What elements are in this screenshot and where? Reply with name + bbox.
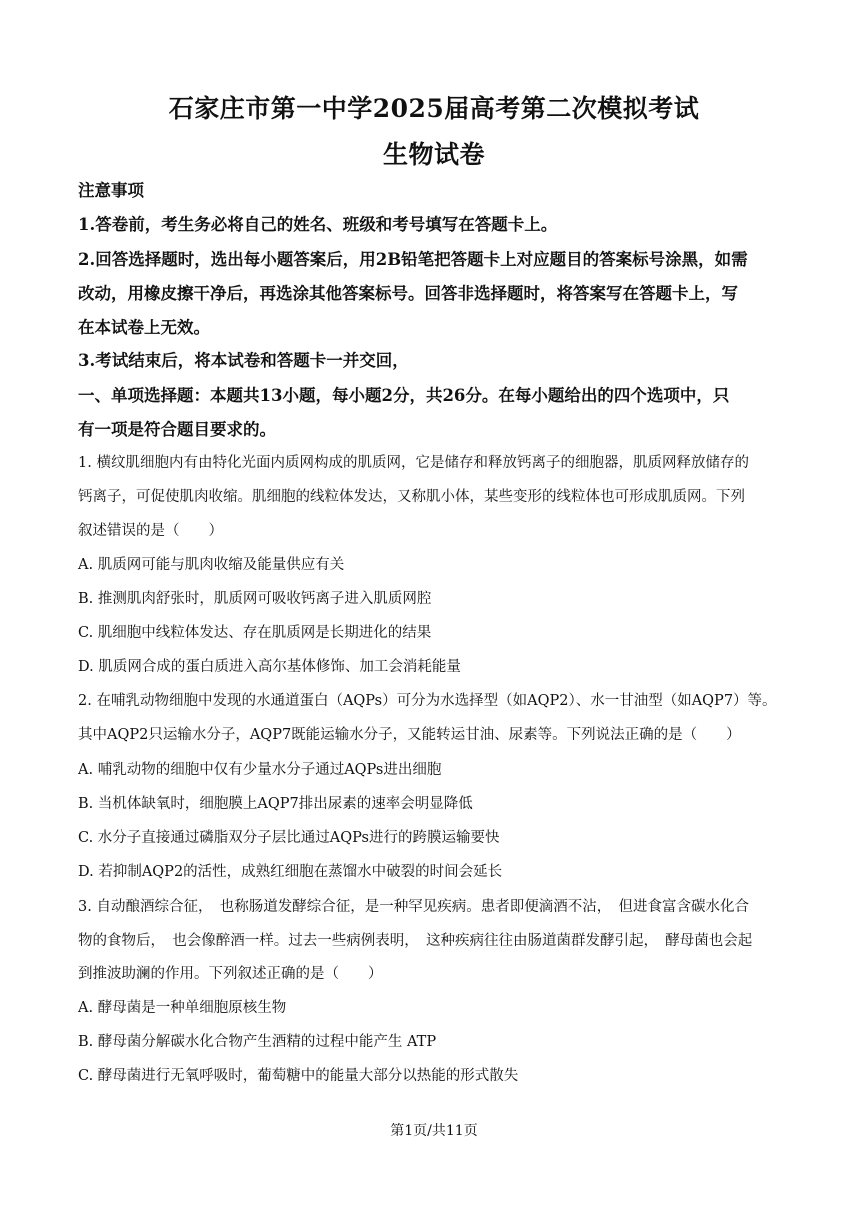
option: C. 水分子直接通过磷脂双分子层比通过AQPs进行的跨膜运输要快	[78, 830, 500, 846]
option: D. 肌质网合成的蛋白质进入高尔基体修饰、加工会消耗能量	[78, 659, 461, 675]
option: A. 肌质网可能与肌肉收缩及能量供应有关	[78, 557, 345, 573]
exam-subtitle: 生物试卷	[382, 140, 485, 169]
option: C. 酵母菌进行无氧呼吸时，葡萄糖中的能量大部分以热能的形式散失	[78, 1068, 519, 1084]
question-stem-line: 2. 在哺乳动物细胞中发现的水通道蛋白（AQPs）可分为水选择型（如AQP2）、水一甘油型（如AQP7）等。	[78, 693, 777, 709]
question-stem-line: 钙离子，可促使肌肉收缩。肌细胞的线粒体发达，又称肌小体，某些变形的线粒体也可形成肌质网。下列	[78, 489, 745, 505]
question-stem-line: 到推波助澜的作用。下列叙述正确的是（ ）	[78, 966, 383, 982]
notice-line: 2.回答选择题时，选出每小题答案后，用2B铅笔把答题卡上对应题目的答案标号涂黑，如需	[78, 250, 748, 269]
question-stem-line: 其中AQP2只运输水分子，AQP7既能运输水分子，又能转运甘油、尿素等。下列说法正确的是（ ）	[78, 727, 741, 743]
notice-line: 在本试卷上无效。	[78, 318, 210, 337]
option: A. 酵母菌是一种单细胞原核生物	[78, 1000, 287, 1016]
question-stem-line: 叙述错误的是（ ）	[78, 523, 223, 539]
option: B. 酵母菌分解碳水化合物产生酒精的过程中能产生 ATP	[78, 1034, 437, 1050]
question-stem-line: 1. 横纹肌细胞内有由特化光面内质网构成的肌质网，它是储存和释放钙离子的细胞器，肌质网释放储存的	[78, 455, 749, 471]
option: B. 当机体缺氧时，细胞膜上AQP7排出尿素的速率会明显降低	[78, 796, 473, 812]
section-heading: 有一项是符合题目要求的。	[78, 420, 276, 439]
notice-heading: 注意事项	[78, 181, 144, 200]
notice-line: 3.考试结束后，将本试卷和答题卡一并交回，	[78, 351, 409, 370]
option: A. 哺乳动物的细胞中仅有少量水分子通过AQPs进出细胞	[78, 762, 442, 778]
option: B. 推测肌肉舒张时，肌质网可吸收钙离子进入肌质网腔	[78, 591, 432, 607]
notice-line: 1.答卷前，考生务必将自己的姓名、班级和考号填写在答题卡上。	[78, 215, 558, 234]
exam-title: 石家庄市第一中学2025届高考第二次模拟考试	[168, 94, 700, 123]
option: C. 肌细胞中线粒体发达、存在肌质网是长期进化的结果	[78, 625, 432, 641]
question-stem-line: 3. 自动酿酒综合征， 也称肠道发酵综合征，是一种罕见疾病。患者即便滴酒不沾， 但进食富含碳水化合	[78, 899, 749, 915]
option: D. 若抑制AQP2的活性，成熟红细胞在蒸馏水中破裂的时间会延长	[78, 864, 503, 880]
section-heading: 一、单项选择题：本题共13小题，每小题2分，共26分。在每小题给出的四个选项中，只	[78, 386, 730, 405]
page-number: 第1页/共11页	[390, 1123, 478, 1139]
question-stem-line: 物的食物后， 也会像醉酒一样。过去一些病例表明， 这种疾病往往由肠道菌群发酵引起， 酵母菌也会起	[78, 933, 753, 949]
notice-line: 改动，用橡皮擦干净后，再选涂其他答案标号。回答非选择题时，将答案写在答题卡上，写	[78, 284, 738, 303]
